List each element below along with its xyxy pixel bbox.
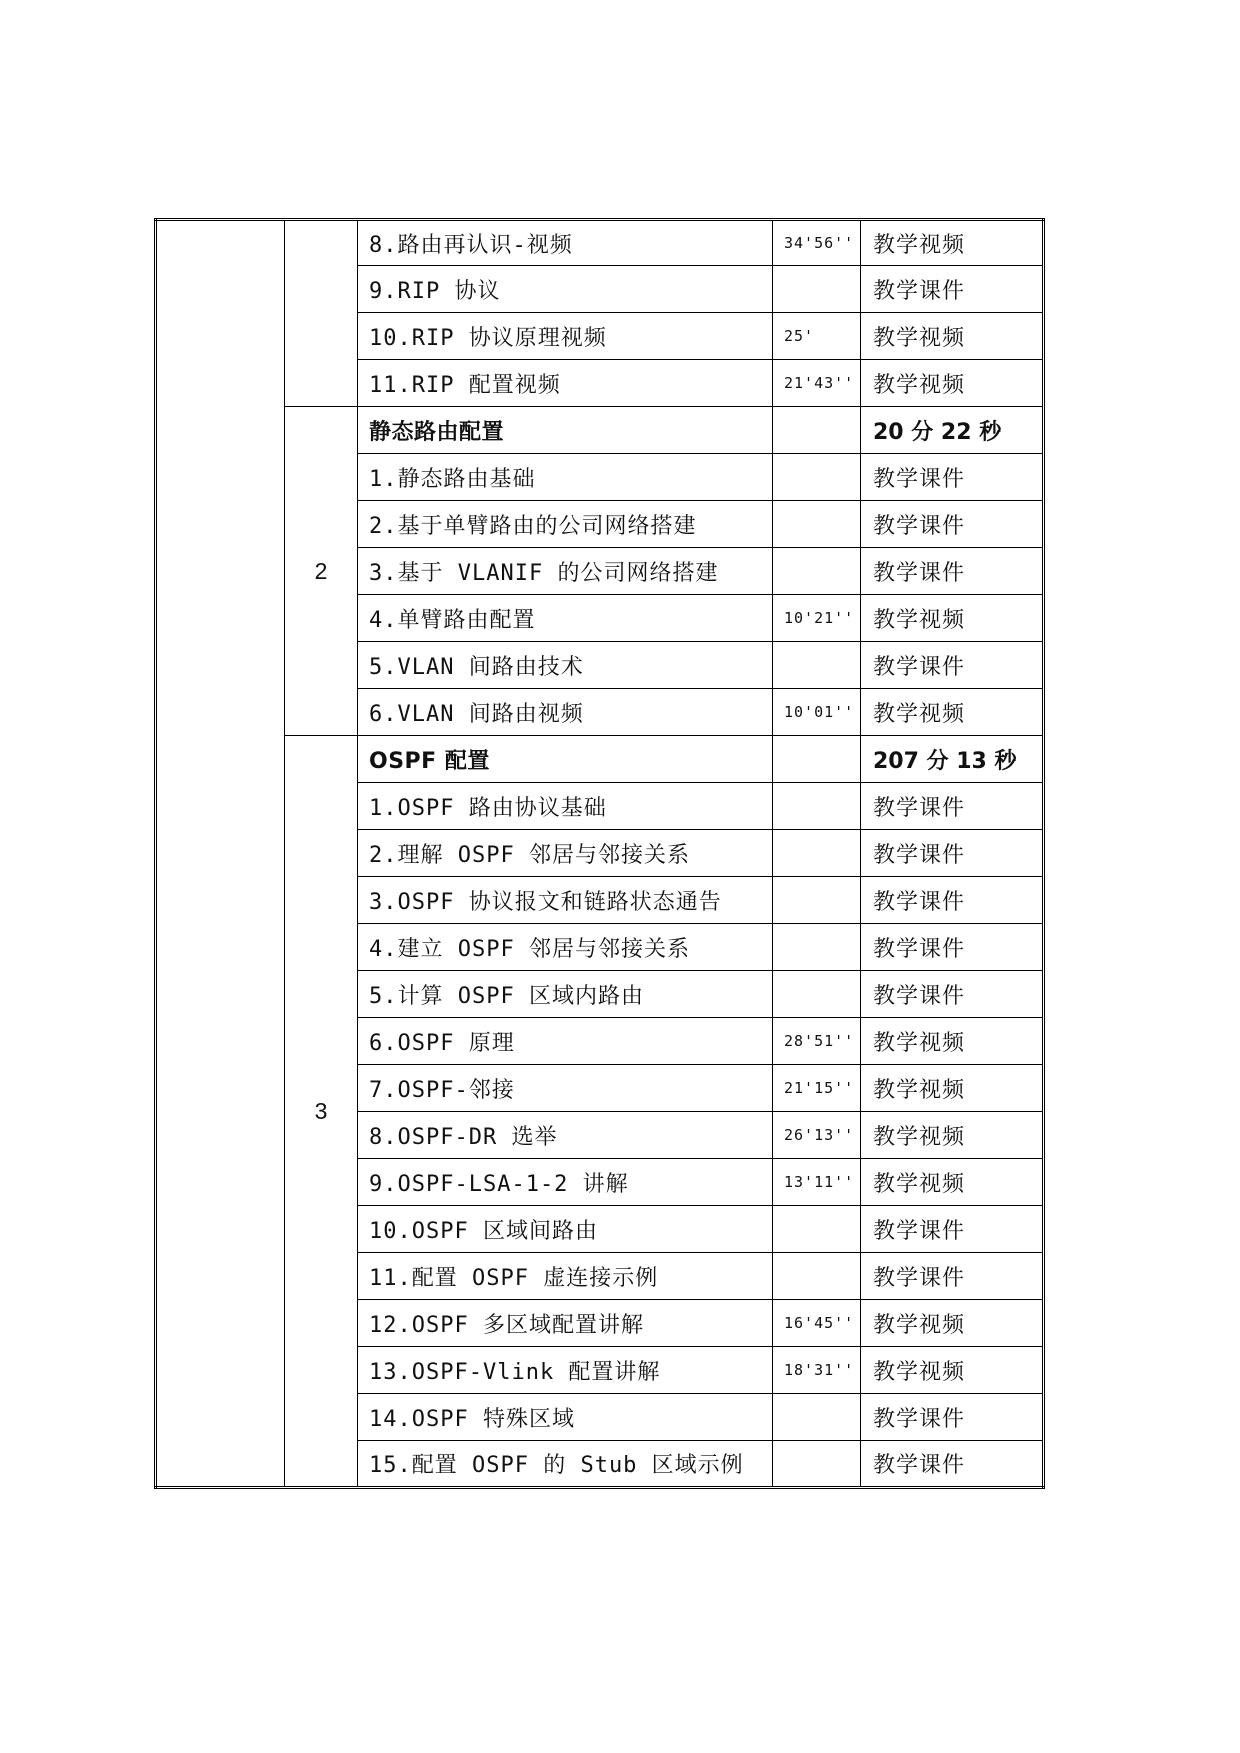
duration-cell: 18'31''	[773, 1347, 861, 1394]
duration-cell	[773, 642, 861, 689]
resource-type: 教学视频	[861, 1300, 1044, 1347]
item-title: 4.单臂路由配置	[358, 595, 773, 642]
item-title: 10.RIP 协议原理视频	[358, 313, 773, 360]
section-number-cell	[285, 407, 358, 736]
duration-cell	[773, 548, 861, 595]
item-title: 2.理解 OSPF 邻居与邻接关系	[358, 830, 773, 877]
section-number-cell	[285, 220, 358, 407]
resource-type: 教学课件	[861, 454, 1044, 501]
resource-type: 教学视频	[861, 1018, 1044, 1065]
duration-cell: 28'51''	[773, 1018, 861, 1065]
item-title: 12.OSPF 多区域配置讲解	[358, 1300, 773, 1347]
duration-cell	[773, 454, 861, 501]
section-number-cell	[285, 736, 358, 1488]
resource-type: 教学课件	[861, 548, 1044, 595]
resource-type: 教学视频	[861, 595, 1044, 642]
item-title: 4.建立 OSPF 邻居与邻接关系	[358, 924, 773, 971]
duration-cell: 10'21''	[773, 595, 861, 642]
duration-cell	[773, 924, 861, 971]
item-title: 15.配置 OSPF 的 Stub 区域示例	[358, 1441, 773, 1488]
item-title: 2.基于单臂路由的公司网络搭建	[358, 501, 773, 548]
section-total-duration: 20 分 22 秒	[861, 407, 1044, 454]
resource-type: 教学课件	[861, 877, 1044, 924]
duration-cell	[773, 501, 861, 548]
duration-cell: 10'01''	[773, 689, 861, 736]
duration-cell: 25'	[773, 313, 861, 360]
section-title: 静态路由配置	[358, 407, 773, 454]
resource-type: 教学课件	[861, 971, 1044, 1018]
resource-type: 教学课件	[861, 783, 1044, 830]
duration-cell	[773, 736, 861, 783]
item-title: 11.RIP 配置视频	[358, 360, 773, 407]
duration-cell: 13'11''	[773, 1159, 861, 1206]
resource-type: 教学课件	[861, 1394, 1044, 1441]
item-title: 1.OSPF 路由协议基础	[358, 783, 773, 830]
section-title: OSPF 配置	[358, 736, 773, 783]
duration-cell	[773, 1441, 861, 1488]
resource-type: 教学视频	[861, 220, 1044, 266]
resource-type: 教学视频	[861, 689, 1044, 736]
resource-type: 教学视频	[861, 313, 1044, 360]
resource-type: 教学视频	[861, 1065, 1044, 1112]
module-cell	[156, 220, 285, 1488]
duration-cell	[773, 971, 861, 1018]
table-row	[156, 220, 1044, 266]
course-content-table	[154, 218, 1045, 1489]
item-title: 1.静态路由基础	[358, 454, 773, 501]
item-title: 5.计算 OSPF 区域内路由	[358, 971, 773, 1018]
duration-cell	[773, 407, 861, 454]
item-title: 9.OSPF-LSA-1-2 讲解	[358, 1159, 773, 1206]
item-title: 3.OSPF 协议报文和链路状态通告	[358, 877, 773, 924]
duration-cell: 21'43''	[773, 360, 861, 407]
duration-cell: 21'15''	[773, 1065, 861, 1112]
item-title: 13.OSPF-Vlink 配置讲解	[358, 1347, 773, 1394]
resource-type: 教学视频	[861, 1347, 1044, 1394]
resource-type: 教学视频	[861, 1159, 1044, 1206]
item-title: 3.基于 VLANIF 的公司网络搭建	[358, 548, 773, 595]
duration-cell: 34'56''	[773, 220, 861, 266]
section-row	[156, 407, 1044, 454]
duration-cell	[773, 830, 861, 877]
item-title: 5.VLAN 间路由技术	[358, 642, 773, 689]
item-title: 6.VLAN 间路由视频	[358, 689, 773, 736]
resource-type: 教学课件	[861, 1441, 1044, 1488]
course-table-body	[156, 220, 1044, 1488]
duration-cell	[773, 1394, 861, 1441]
duration-cell	[773, 1206, 861, 1253]
item-title: 9.RIP 协议	[358, 266, 773, 313]
resource-type: 教学课件	[861, 830, 1044, 877]
item-title: 8.路由再认识-视频	[358, 220, 773, 266]
item-title: 14.OSPF 特殊区域	[358, 1394, 773, 1441]
section-row	[156, 736, 1044, 783]
resource-type: 教学课件	[861, 501, 1044, 548]
resource-type: 教学视频	[861, 1112, 1044, 1159]
duration-cell: 16'45''	[773, 1300, 861, 1347]
item-title: 6.OSPF 原理	[358, 1018, 773, 1065]
section-number: 3	[314, 1097, 328, 1124]
duration-cell	[773, 1253, 861, 1300]
section-number: 2	[314, 557, 328, 584]
section-total-duration: 207 分 13 秒	[861, 736, 1044, 783]
document-page	[154, 218, 1045, 1489]
item-title: 7.OSPF-邻接	[358, 1065, 773, 1112]
item-title: 8.OSPF-DR 选举	[358, 1112, 773, 1159]
resource-type: 教学课件	[861, 1253, 1044, 1300]
duration-cell	[773, 877, 861, 924]
resource-type: 教学课件	[861, 642, 1044, 689]
resource-type: 教学课件	[861, 924, 1044, 971]
item-title: 10.OSPF 区域间路由	[358, 1206, 773, 1253]
resource-type: 教学视频	[861, 360, 1044, 407]
item-title: 11.配置 OSPF 虚连接示例	[358, 1253, 773, 1300]
resource-type: 教学课件	[861, 1206, 1044, 1253]
duration-cell: 26'13''	[773, 1112, 861, 1159]
duration-cell	[773, 266, 861, 313]
duration-cell	[773, 783, 861, 830]
resource-type: 教学课件	[861, 266, 1044, 313]
